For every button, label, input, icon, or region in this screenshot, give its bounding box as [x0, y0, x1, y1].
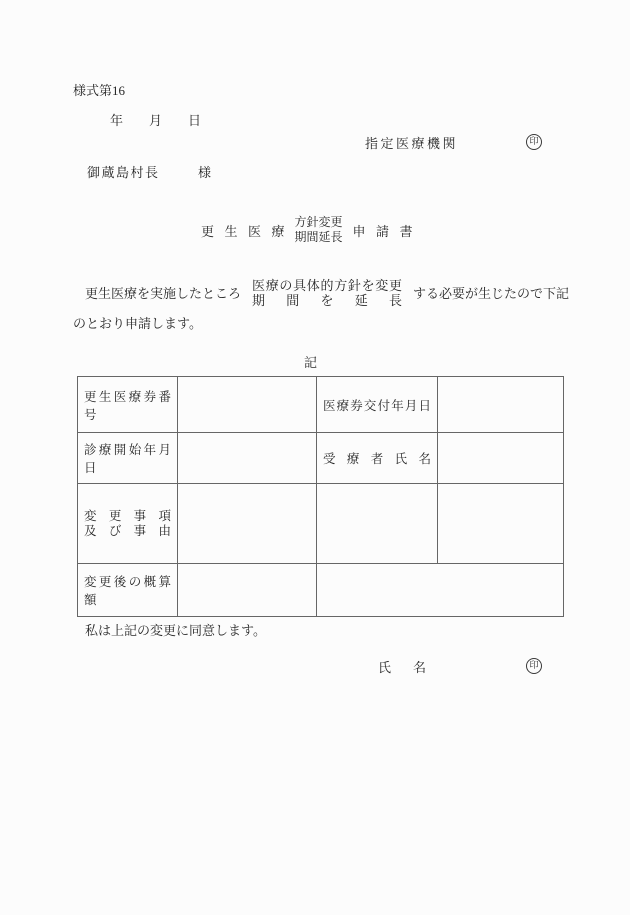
- seal-icon: 印: [526, 134, 542, 150]
- change-details-value-cell-1: [178, 484, 317, 564]
- body-alt-period-extension: 期間を延長: [252, 292, 403, 308]
- title-part2: 申請書: [352, 223, 424, 239]
- ticket-number-label-cell: 更生医療券番号: [78, 377, 178, 433]
- consent-statement: 私は上記の変更に同意します。: [85, 623, 266, 638]
- date-line: 年 月 日: [110, 113, 202, 128]
- record-marker: 記: [304, 355, 318, 370]
- treatment-start-date-label-cell: 診療開始年月日: [78, 433, 178, 484]
- title-part1: 更生医療: [201, 223, 296, 239]
- estimated-amount-label-cell: 変更後の概算額: [78, 564, 178, 617]
- signer-name-row: [378, 657, 431, 676]
- seal-icon: 印: [526, 658, 542, 674]
- estimated-amount-value-cell-1: [178, 564, 317, 617]
- body-line1-start: 更生医療を実施したところ: [85, 286, 242, 301]
- change-details-label-line2: 及び事由: [84, 523, 171, 538]
- ticket-issue-date-value-cell: [438, 377, 564, 433]
- change-details-value-cell-3: [438, 484, 564, 564]
- body-paragraph-line2: のとおり申請します。: [73, 316, 202, 331]
- table-row: [78, 564, 564, 617]
- application-table: [77, 376, 564, 617]
- table-row: [78, 377, 564, 433]
- institution-label: 指定医療機関: [365, 136, 459, 151]
- addressee-honorific: 様: [198, 165, 212, 180]
- estimated-amount-value-cell-2: [317, 564, 564, 617]
- change-details-value-cell-2: [317, 484, 438, 564]
- body-line1-end: する必要が生じたので下記: [413, 286, 570, 301]
- patient-name-value-cell: [438, 433, 564, 484]
- signer-seal-wrap: [526, 656, 542, 674]
- change-details-label-cell: [78, 484, 178, 564]
- body-alt-policy-change: 医療の具体的方針を変更: [252, 277, 403, 293]
- table-row: [78, 433, 564, 484]
- addressee-name: 御蔵島村長: [87, 165, 160, 180]
- form-number: 様式第16: [73, 83, 126, 98]
- addressee-row: [87, 162, 211, 181]
- ticket-number-value-cell: [178, 377, 317, 433]
- body-alternatives: [252, 278, 402, 308]
- title-alt-policy-change: 方針変更: [294, 215, 343, 229]
- change-details-label-line1: 変更事項: [84, 508, 171, 523]
- patient-name-label-cell: 受療者氏名: [317, 433, 438, 484]
- body-paragraph-line1: [85, 276, 569, 309]
- signer-name-label: 氏 名: [378, 660, 431, 675]
- title-alternatives: [295, 215, 343, 245]
- form-title: [201, 215, 424, 245]
- institution-seal-wrap: [526, 132, 542, 150]
- treatment-start-date-value-cell: [178, 433, 317, 484]
- ticket-issue-date-label-cell: 医療券交付年月日: [317, 377, 438, 433]
- table-row: [78, 484, 564, 564]
- title-alt-period-extension: 期間延長: [294, 230, 343, 244]
- institution-label-row: [365, 133, 459, 152]
